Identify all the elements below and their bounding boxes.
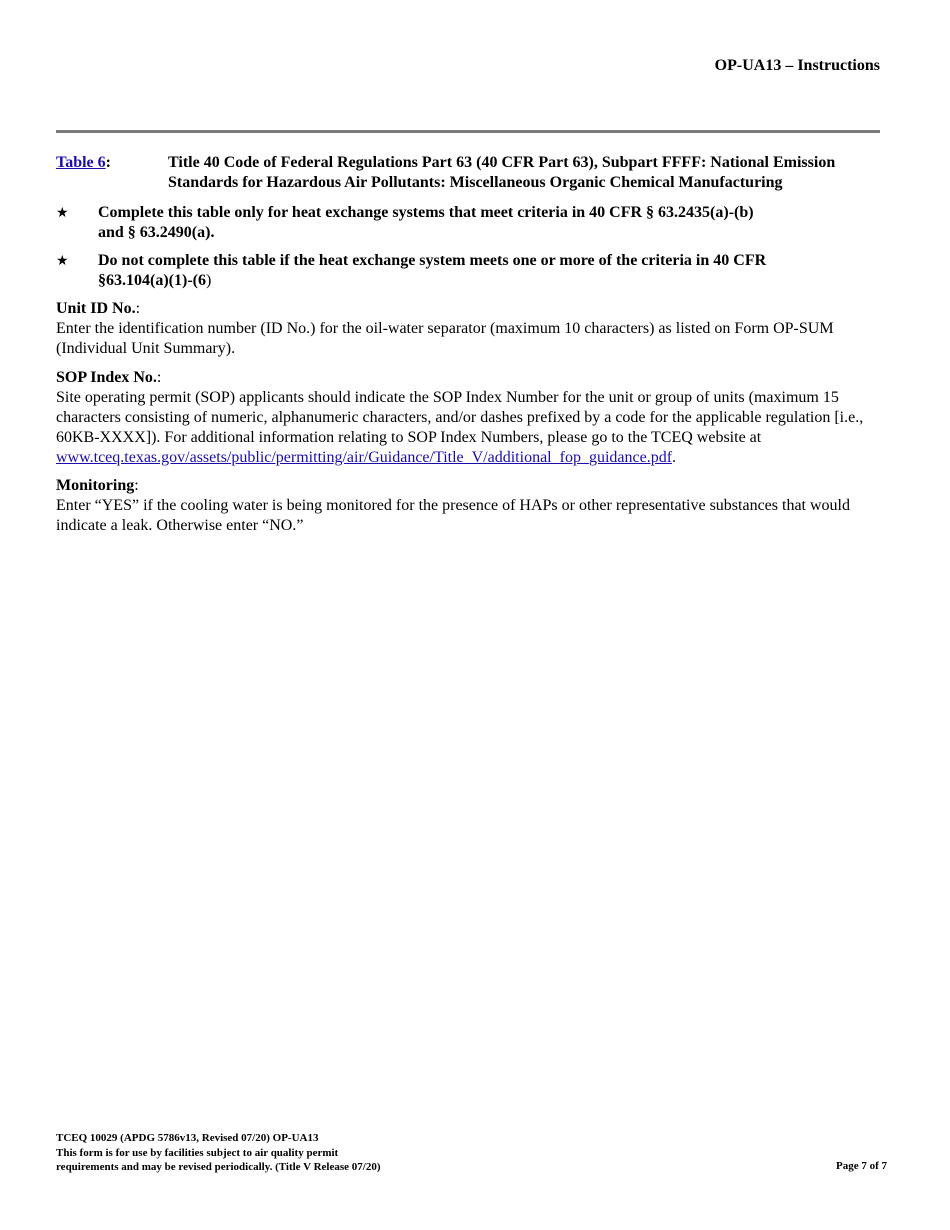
sop-index-body: Site operating permit (SOP) applicants should indicate the SOP Index Number for the unit or group of units (maximum 15 characters consisting of numeric, alphanumeric characters, and/or dashes prefixed by a code for the applicable regulation [i.e., 60KB-XXXX]). For additional information relating to SOP Index Numbers, please go to the TCEQ website at bbox=[56, 389, 864, 446]
footer-line-2: This form is for use by facilities subject to air quality permit bbox=[56, 1146, 339, 1159]
bullet-line-2-bold: §63.104(a)(1)-(6 bbox=[98, 272, 206, 289]
bullet-text bbox=[98, 251, 838, 291]
sop-index-period: . bbox=[672, 449, 677, 466]
sop-index-text bbox=[56, 388, 896, 468]
footer-line-3: requirements and may be revised periodically. (Title V Release 07/20) bbox=[56, 1161, 381, 1173]
bullet-line-2 bbox=[98, 271, 838, 291]
table-title bbox=[168, 153, 898, 193]
page-number: Page 7 of 7 bbox=[835, 1160, 887, 1172]
monitoring-text: Enter “YES” if the cooling water is being monitored for the presence of HAPs or other representative substances that would indicate a leak. Otherwise enter “NO.” bbox=[56, 497, 850, 534]
table-title-line-1: Title 40 Code of Federal Regulations Part 63 (40 CFR Part 63), Subpart FFFF: National Emission bbox=[168, 154, 836, 171]
bullet-line-1: Do not complete this table if the heat exchange system meets one or more of the criteria in 40 CFR bbox=[98, 252, 767, 269]
unit-id-section bbox=[56, 299, 896, 359]
bullet-line-2: and § 63.2490(a). bbox=[98, 224, 215, 241]
star-icon: ★ bbox=[56, 253, 69, 269]
star-icon: ★ bbox=[56, 205, 69, 221]
unit-id-colon: : bbox=[135, 300, 141, 317]
unit-id-text: Enter the identification number (ID No.) for the oil-water separator (maximum 10 characters) as listed on Form OP-SUM (Individual Unit Summary). bbox=[56, 320, 834, 357]
footer-line-1: TCEQ 10029 (APDG 5786v13, Revised 07/20) OP-UA13 bbox=[56, 1132, 319, 1144]
bullet-line-1: Complete this table only for heat exchange systems that meet criteria in 40 CFR § 63.2435(a)-(b) bbox=[98, 204, 754, 221]
monitoring-section bbox=[56, 476, 896, 536]
sop-index-colon: : bbox=[156, 369, 162, 386]
unit-id-label: Unit ID No. bbox=[56, 300, 136, 317]
table-ref-colon: : bbox=[105, 154, 111, 171]
footer-form-info bbox=[56, 1131, 380, 1175]
monitoring-label: Monitoring bbox=[56, 477, 135, 494]
sop-index-label: SOP Index No. bbox=[56, 369, 157, 386]
bullet-line-2-normal: ) bbox=[205, 272, 212, 289]
table-reference bbox=[56, 153, 111, 173]
sop-index-section bbox=[56, 368, 896, 468]
header-divider bbox=[56, 130, 880, 133]
tceq-guidance-link[interactable]: www.tceq.texas.gov/assets/public/permitting/air/Guidance/Title_V/additional_fop_guidance.pdf bbox=[56, 449, 673, 466]
table-6-link[interactable]: Table 6 bbox=[56, 154, 106, 171]
bullet-text bbox=[98, 203, 838, 243]
monitoring-colon: : bbox=[134, 477, 139, 494]
table-title-line-2: Standards for Hazardous Air Pollutants: Miscellaneous Organic Chemical Manufacturing bbox=[168, 174, 783, 191]
page-header-title: OP-UA13 – Instructions bbox=[714, 57, 880, 74]
